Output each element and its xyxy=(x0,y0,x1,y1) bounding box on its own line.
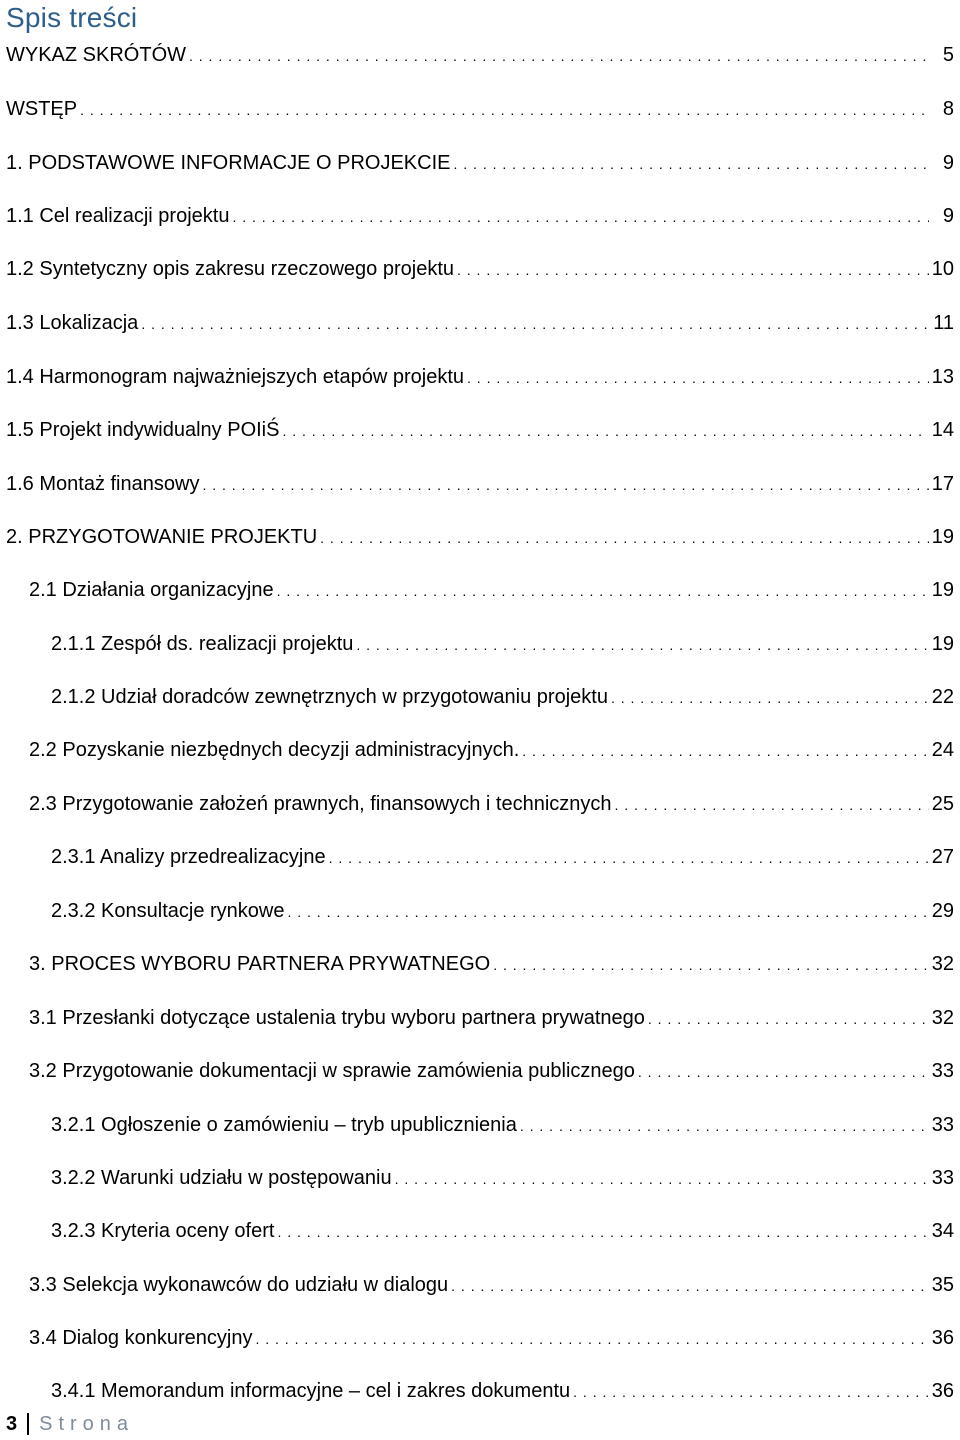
toc-dot-leader xyxy=(80,95,929,125)
toc-entry[interactable] xyxy=(51,1376,954,1406)
toc-dot-leader xyxy=(356,630,928,660)
toc-entry-page: 19 xyxy=(931,579,954,601)
toc-entry-page: 10 xyxy=(931,258,954,280)
toc-entry-page: 11 xyxy=(933,312,954,334)
toc-title: Spis treści xyxy=(6,2,138,33)
toc-dot-leader xyxy=(638,1057,929,1087)
toc-entry[interactable] xyxy=(6,308,954,338)
toc-dot-leader xyxy=(611,683,929,713)
toc-entry-text: 1.3 Lokalizacja xyxy=(6,312,139,334)
toc-entry[interactable] xyxy=(29,735,954,765)
toc-entry-page: 33 xyxy=(931,1114,954,1136)
toc-dot-leader xyxy=(615,790,929,820)
toc-entry-page: 19 xyxy=(931,526,954,548)
toc-entry-text: 2.2 Pozyskanie niezbędnych decyzji administracyjnych. xyxy=(29,739,520,761)
toc-entry-text: 3.2.1 Ogłoszenie o zamówieniu – tryb upublicznienia xyxy=(51,1114,517,1136)
toc-entry[interactable] xyxy=(6,148,954,178)
toc-entry[interactable] xyxy=(51,682,954,712)
toc-entry-text: 2.1.2 Udział doradców zewnętrznych w przygotowaniu projektu xyxy=(51,686,608,708)
toc-entry-text: 1.2 Syntetyczny opis zakresu rzeczowego projektu xyxy=(6,258,454,280)
toc-entry-page: 17 xyxy=(931,473,954,495)
toc-entry-text: 2.1.1 Zespół ds. realizacji projektu xyxy=(51,633,354,655)
toc-entry[interactable] xyxy=(29,1323,954,1353)
toc-entry-page: 36 xyxy=(931,1327,954,1349)
toc-entry[interactable] xyxy=(51,1110,954,1140)
toc-entry-text: 2.3.1 Analizy przedrealizacyjne xyxy=(51,846,326,868)
toc-entry[interactable] xyxy=(29,1003,954,1033)
toc-entry-text: 3.2.2 Warunki udziału w postępowaniu xyxy=(51,1167,392,1189)
toc-entry-page: 22 xyxy=(931,686,954,708)
toc-entry-text: 3.4.1 Memorandum informacyjne – cel i zakres dokumentu xyxy=(51,1380,571,1402)
toc-entry-text: 3. PROCES WYBORU PARTNERA PRYWATNEGO xyxy=(29,953,491,975)
toc-entry-page: 33 xyxy=(931,1060,954,1082)
toc-entry-text: WYKAZ SKRÓTÓW xyxy=(6,44,186,66)
toc-entry-text: 2.3 Przygotowanie założeń prawnych, finansowych i technicznych xyxy=(29,793,612,815)
toc-dot-leader xyxy=(457,255,929,285)
toc-entry-page: 8 xyxy=(942,98,954,120)
footer-page-number: 3 xyxy=(6,1413,18,1435)
toc-entry[interactable] xyxy=(6,40,954,70)
toc-entry[interactable] xyxy=(29,1270,954,1300)
toc-entry-page: 34 xyxy=(931,1220,954,1242)
toc-entry-text: 1.5 Projekt indywidualny POIiŚ xyxy=(6,419,280,441)
footer-label: Strona xyxy=(39,1413,135,1435)
toc-dot-leader xyxy=(493,950,929,980)
toc-dot-leader xyxy=(255,1324,928,1354)
toc-entry-text: 3.2.3 Kryteria oceny ofert xyxy=(51,1220,275,1242)
toc-dot-leader xyxy=(287,897,928,927)
footer-separator xyxy=(27,1413,29,1435)
toc-entry[interactable] xyxy=(6,201,954,231)
toc-entry-page: 32 xyxy=(931,953,954,975)
toc-dot-leader xyxy=(453,149,929,179)
toc-dot-leader xyxy=(189,41,929,71)
toc-dot-leader xyxy=(520,1111,929,1141)
toc-entry[interactable] xyxy=(6,362,954,392)
toc-entry-page: 35 xyxy=(931,1274,954,1296)
toc-entry-text: 3.2 Przygotowanie dokumentacji w sprawie zamówienia publicznego xyxy=(29,1060,635,1082)
toc-entry[interactable] xyxy=(6,522,954,552)
toc-dot-leader xyxy=(467,363,929,393)
toc-entry[interactable] xyxy=(29,949,954,979)
toc-dot-leader xyxy=(232,202,929,232)
page-footer xyxy=(6,1410,134,1438)
toc-entry-page: 32 xyxy=(931,1007,954,1029)
toc-entry-page: 13 xyxy=(931,366,954,388)
toc-entry-page: 14 xyxy=(931,419,954,441)
toc-entry-text: 1. PODSTAWOWE INFORMACJE O PROJEKCIE xyxy=(6,152,451,174)
toc-entry[interactable] xyxy=(6,94,954,124)
toc-entry[interactable] xyxy=(51,896,954,926)
toc-entry[interactable] xyxy=(6,469,954,499)
toc-dot-leader xyxy=(202,470,928,500)
toc-dot-leader xyxy=(329,843,929,873)
toc-entry-text: 2.3.2 Konsultacje rynkowe xyxy=(51,900,285,922)
toc-dot-leader xyxy=(573,1377,929,1407)
toc-dot-leader xyxy=(395,1164,929,1194)
toc-entry-text: WSTĘP xyxy=(6,98,78,120)
toc-entry-page: 24 xyxy=(931,739,954,761)
toc-dot-leader xyxy=(282,416,928,446)
toc-entry-text: 2.1 Działania organizacyjne xyxy=(29,579,274,601)
toc-entry[interactable] xyxy=(51,629,954,659)
toc-entry[interactable] xyxy=(51,1163,954,1193)
toc-dot-leader xyxy=(277,1217,928,1247)
toc-entry-text: 3.3 Selekcja wykonawców do udziału w dialogu xyxy=(29,1274,449,1296)
toc-dot-leader xyxy=(141,309,929,339)
toc-entry-page: 27 xyxy=(931,846,954,868)
toc-entry-text: 2. PRZYGOTOWANIE PROJEKTU xyxy=(6,526,318,548)
toc-dot-leader xyxy=(522,736,929,766)
toc-entry-page: 9 xyxy=(942,152,954,174)
toc-entry-text: 3.1 Przesłanki dotyczące ustalenia trybu wyboru partnera prywatnego xyxy=(29,1007,645,1029)
toc-entry-page: 5 xyxy=(942,44,954,66)
toc-entry[interactable] xyxy=(51,842,954,872)
toc-entry[interactable] xyxy=(6,415,954,445)
toc-entry-page: 29 xyxy=(931,900,954,922)
toc-entry-text: 1.4 Harmonogram najważniejszych etapów projektu xyxy=(6,366,465,388)
toc-entry-page: 25 xyxy=(931,793,954,815)
toc-entry[interactable] xyxy=(29,789,954,819)
toc-entry[interactable] xyxy=(29,1056,954,1086)
toc-dot-leader xyxy=(648,1004,929,1034)
toc-dot-leader xyxy=(320,523,929,553)
toc-entry-text: 1.1 Cel realizacji projektu xyxy=(6,205,230,227)
toc-entry[interactable] xyxy=(6,254,954,284)
toc-entry-page: 9 xyxy=(942,205,954,227)
toc-dot-leader xyxy=(277,576,929,606)
toc-entry-text: 1.6 Montaż finansowy xyxy=(6,473,200,495)
toc-entry[interactable] xyxy=(29,575,954,605)
toc-dot-leader xyxy=(451,1271,929,1301)
toc-entry-page: 36 xyxy=(931,1380,954,1402)
toc-entry-page: 33 xyxy=(931,1167,954,1189)
toc-entry-text: 3.4 Dialog konkurencyjny xyxy=(29,1327,253,1349)
toc-entry-page: 19 xyxy=(931,633,954,655)
toc-entry[interactable] xyxy=(51,1216,954,1246)
